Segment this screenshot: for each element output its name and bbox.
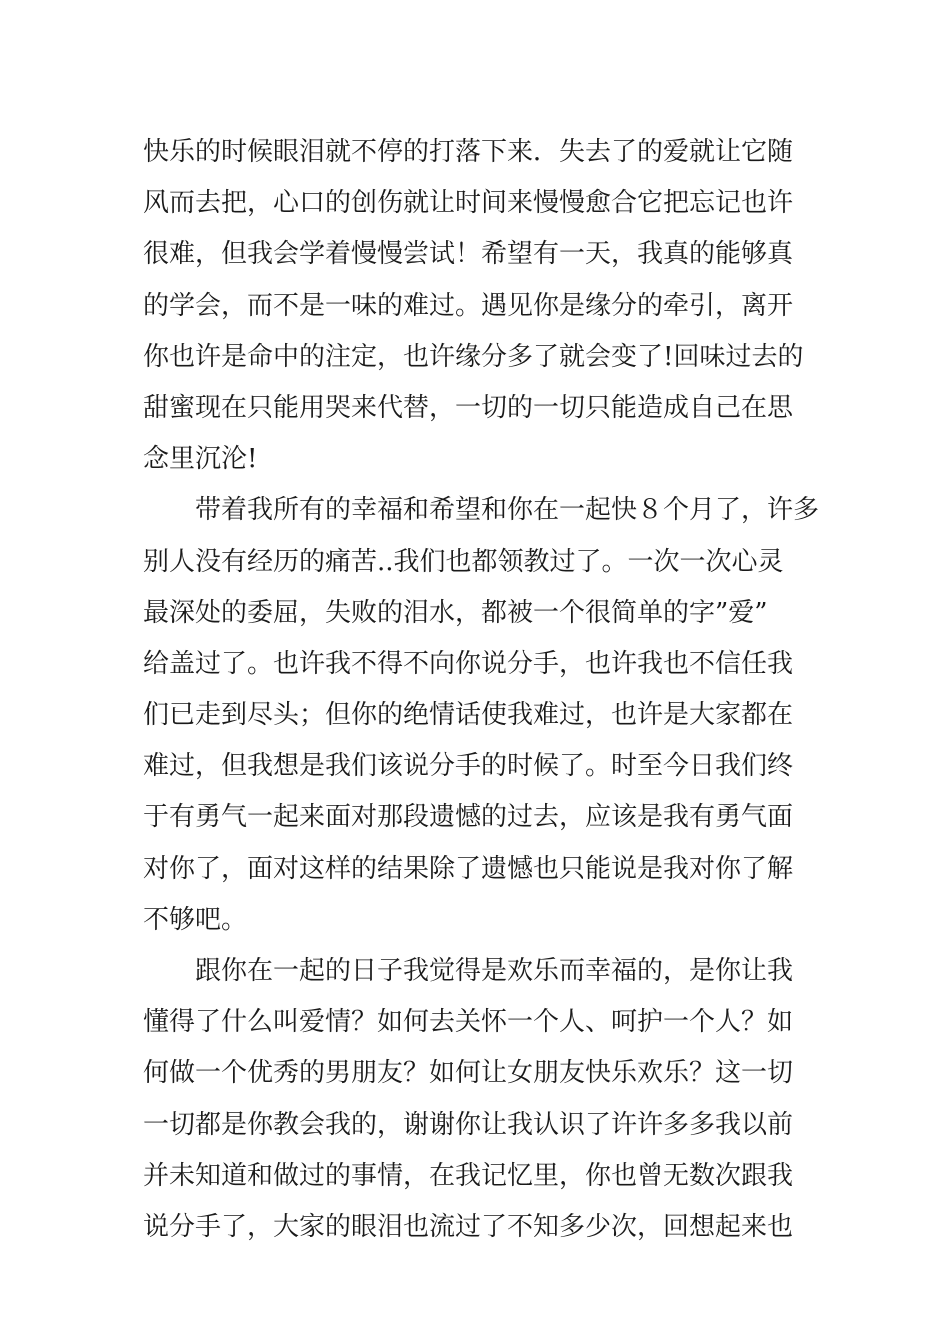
text-line: 别人没有经历的痛苦..我们也都领教过了。一次一次心灵 (143, 546, 784, 577)
text-line: 的学会，而不是一味的难过。遇见你是缘分的牵引，离开 (143, 290, 794, 321)
text-line: 一切都是你教会我的，谢谢你让我认识了许许多多我以前 (143, 1109, 794, 1140)
text-line: 最深处的委屈，失败的泪水，都被一个很简单的字”爱” (143, 597, 768, 628)
text-line: 带着我所有的幸福和希望和你在一起快８个月了，许多 (195, 495, 820, 526)
text-line: 风而去把，心口的创伤就让时间来慢慢愈合它把忘记也许 (143, 188, 794, 219)
text-line: 甜蜜现在只能用哭来代替，一切的一切只能造成自己在思 (143, 392, 794, 423)
text-line: 难过，但我想是我们该说分手的时候了。时至今日我们终 (143, 751, 794, 782)
text-line: 给盖过了。也许我不得不向你说分手，也许我也不信任我 (143, 648, 794, 679)
text-line: 何做一个优秀的男朋友？如何让女朋友快乐欢乐？这一切 (143, 1058, 794, 1089)
text-line: 于有勇气一起来面对那段遗憾的过去，应该是我有勇气面 (143, 802, 794, 833)
text-line: 跟你在一起的日子我觉得是欢乐而幸福的，是你让我 (195, 956, 794, 986)
body-text (143, 127, 820, 1253)
text-line: 并未知道和做过的事情，在我记忆里，你也曾无数次跟我 (143, 1160, 794, 1191)
text-line: 念里沉沦! (143, 444, 258, 475)
text-line: 你也许是命中的注定，也许缘分多了就会变了!回味过去的 (143, 341, 804, 372)
text-line: 懂得了什么叫爱情？如何去关怀一个人、呵护一个人？如 (143, 1007, 794, 1038)
text-line: 们已走到尽头；但你的绝情话使我难过，也许是大家都在 (143, 700, 794, 731)
text-line: 快乐的时候眼泪就不停的打落下来．失去了的爱就让它随 (143, 137, 794, 167)
paragraph-2 (143, 485, 820, 946)
text-line: 说分手了，大家的眼泪也流过了不知多少次，回想起来也 (143, 1211, 794, 1242)
text-line: 不够吧。 (143, 904, 248, 935)
text-line: 对你了，面对这样的结果除了遗憾也只能说是我对你了解 (143, 853, 794, 884)
text-line: 很难，但我会学着慢慢尝试！希望有一天，我真的能够真 (143, 239, 794, 270)
paragraph-1 (143, 127, 808, 485)
paragraph-3 (143, 946, 808, 1253)
